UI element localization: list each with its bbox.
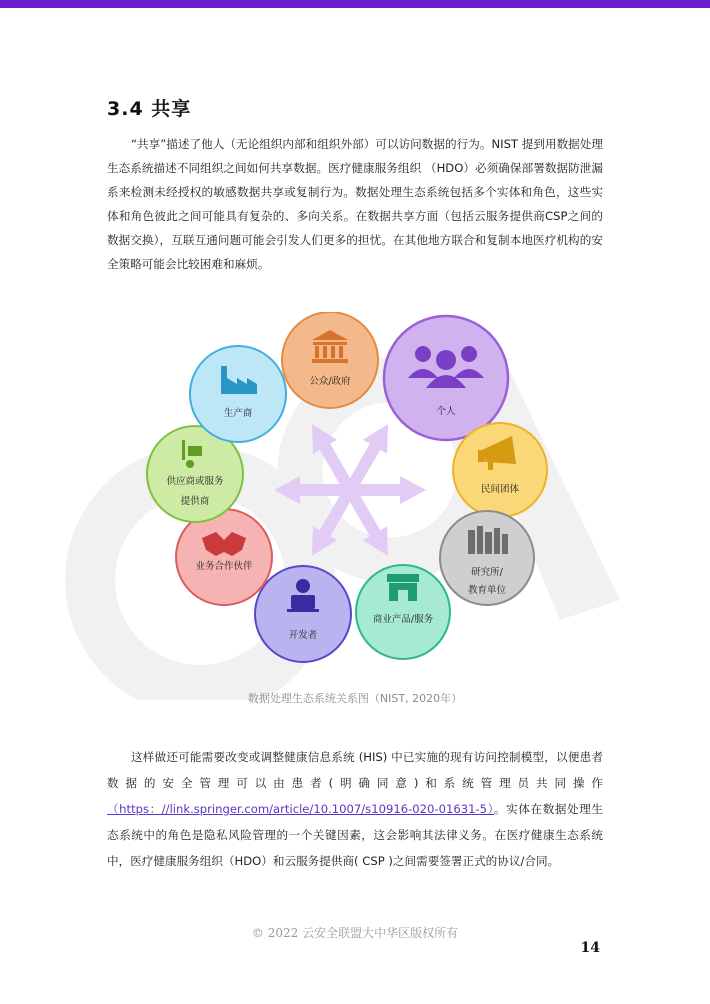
node-civil-label: 民间团体 [480, 484, 520, 495]
node-developer [255, 566, 351, 662]
springer-link[interactable]: （https：//link.springer.com/article/10.1007/s10916-020-01631-5） [107, 802, 494, 816]
section-title: 3.4 共享 [107, 98, 192, 120]
node-partner-label: 业务合作伙伴 [195, 561, 253, 572]
page-number: 14 [580, 940, 600, 956]
body-text-after: 。实体在数据处理生态系统中的角色是隐私风险管理的一个关键因素，这会影响其法律义务。在医疗健康生态系统中，医疗健康服务组织（HDO）和云服务提供商( CSP )之间需要签署正式的协议/合同。 [107, 802, 603, 868]
node-research [440, 511, 534, 605]
node-partner [176, 509, 272, 605]
store-icon [387, 574, 419, 601]
body-text-before: 这样做还可能需要改变或调整健康信息系统 (HIS) 中已实施的现有访问控制模型，以便患者数据的安全管理可以由患者(明确同意)和系统管理员共同操作 [107, 750, 603, 790]
ecosystem-diagram [140, 312, 560, 682]
node-gov [282, 312, 378, 408]
node-commerce [356, 565, 450, 659]
node-research-label-1: 研究所/ [471, 567, 503, 578]
node-producer [190, 346, 286, 442]
node-producer-label: 生产商 [223, 408, 253, 419]
node-research-label-2: 教育单位 [467, 585, 507, 596]
figure-caption: 数据处理生态系统关系图（NIST, 2020年） [247, 692, 463, 705]
node-personal [384, 316, 508, 440]
node-civil [453, 423, 547, 517]
node-personal-label: 个人 [436, 406, 456, 417]
body-paragraph [107, 744, 603, 874]
central-arrows [274, 417, 426, 563]
top-accent-bar [0, 0, 710, 8]
node-gov-label: 公众/政府 [309, 376, 351, 387]
node-supplier-label-2: 提供商 [180, 496, 210, 507]
intro-paragraph: “共享”描述了他人（无论组织内部和组织外部）可以访问数据的行为。NIST 提到用数据处理生态系统描述不同组织之间如何共享数据。医疗健康服务组织 （HDO）必须确保部署数据防泄漏系来检测未经授权的敏感数据共享或复制行为。数据处理生态系统包括多个实体和角色，这些实体和角色彼此之间可能具有复杂的、多向关系。在数据共享方面（包括云服务提供商CSP之间的数据交换），互联互通问题可能会引发人们更多的担忧。在其他地方联合和复制本地医疗机构的安全策略可能会比较困难和麻烦。 [107, 137, 603, 271]
node-supplier-label-1: 供应商或服务 [166, 476, 224, 487]
copyright-footer: © 2022 云安全联盟大中华区版权所有 [251, 926, 459, 940]
node-commerce-label: 商业产品/服务 [372, 614, 434, 625]
node-developer-label: 开发者 [288, 630, 318, 641]
